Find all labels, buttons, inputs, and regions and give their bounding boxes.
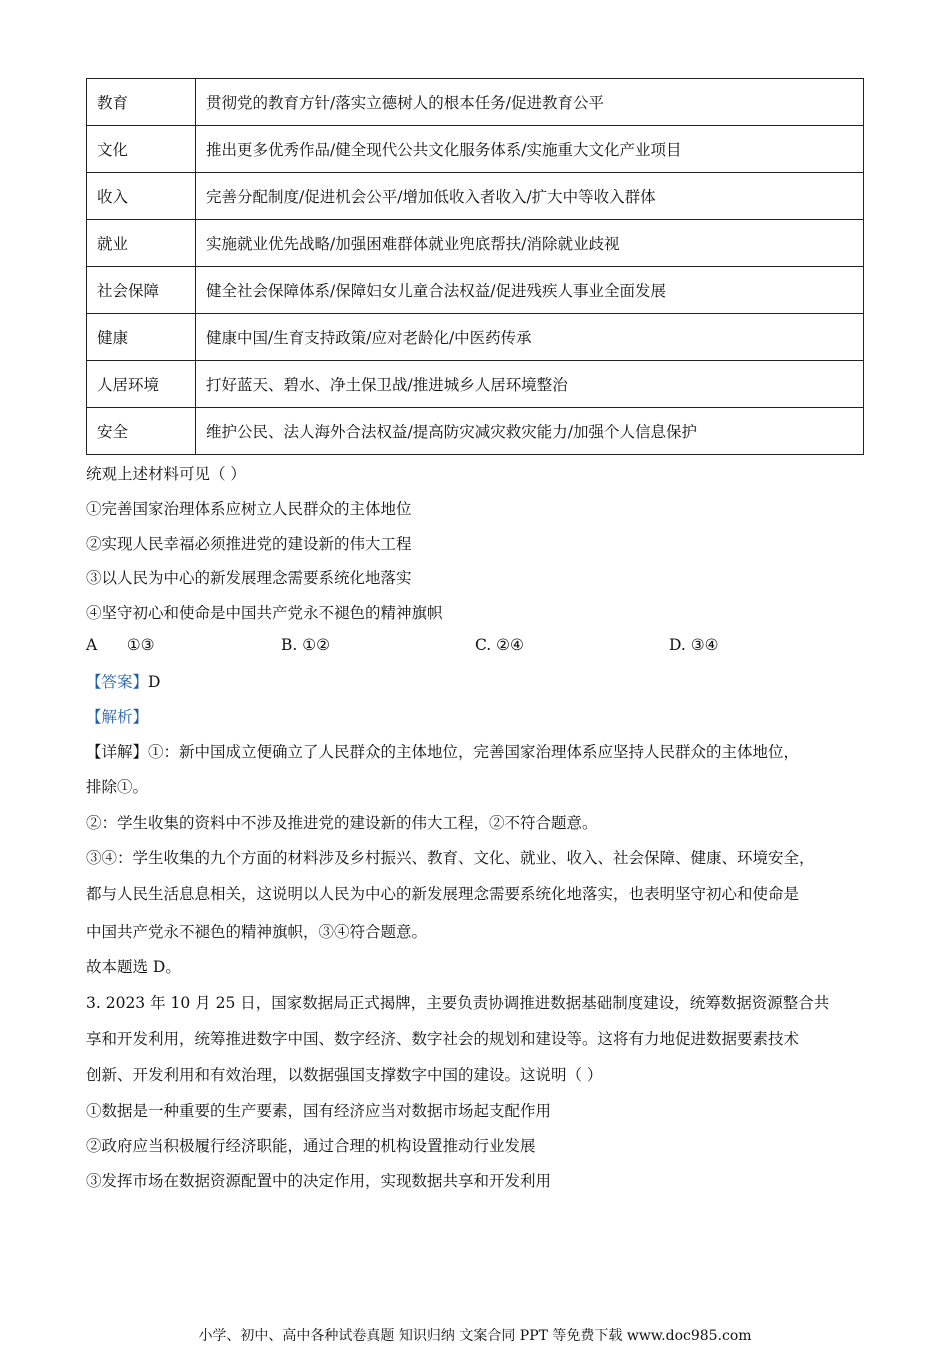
option-b: B. ①② — [281, 636, 331, 654]
table-cell-category: 安全 — [87, 408, 196, 455]
detail-text: ③④：学生收集的九个方面的材料涉及乡村振兴、教育、文化、就业、收入、社会保障、健康、环境安全， — [86, 849, 815, 867]
q2-statement: ②实现人民幸福必须推进党的建设新的伟大工程 — [86, 535, 412, 553]
conclusion-text: 故本题选 D。 — [86, 958, 181, 976]
q3-statement: ③发挥市场在数据资源配置中的决定作用，实现数据共享和开发利用 — [86, 1172, 552, 1190]
detail-text: 排除①。 — [86, 778, 149, 796]
q2-statement: ③以人民为中心的新发展理念需要系统化地落实 — [86, 569, 412, 587]
table-row — [87, 126, 864, 173]
option-a: A ①③ — [86, 636, 155, 654]
q2-stem: 统观上述材料可见（ ） — [86, 465, 246, 483]
table-cell-category: 收入 — [87, 173, 196, 220]
table-cell-content: 实施就业优先战略/加强困难群体就业兜底帮扶/消除就业歧视 — [196, 220, 864, 267]
table-cell-content: 维护公民、法人海外合法权益/提高防灾减灾救灾能力/加强个人信息保护 — [196, 408, 864, 455]
table-cell-category: 就业 — [87, 220, 196, 267]
table-row — [87, 361, 864, 408]
livelihood-table — [86, 78, 864, 455]
detail-label: 【详解】 — [86, 743, 149, 761]
q2-statement: ④坚守初心和使命是中国共产党永不褪色的精神旗帜 — [86, 604, 443, 622]
table-cell-category: 健康 — [87, 314, 196, 361]
table-row — [87, 79, 864, 126]
analysis-line — [86, 707, 866, 727]
answer-label: 【答案】 — [86, 673, 149, 691]
table-cell-content: 完善分配制度/促进机会公平/增加低收入者收入/扩大中等收入群体 — [196, 173, 864, 220]
table-cell-category: 人居环境 — [87, 361, 196, 408]
q3-statement: ②政府应当积极履行经济职能，通过合理的机构设置推动行业发展 — [86, 1137, 536, 1155]
q2-options — [86, 636, 866, 658]
detail-line — [86, 742, 866, 762]
table-cell-content: 推出更多优秀作品/健全现代公共文化服务体系/实施重大文化产业项目 — [196, 126, 864, 173]
table-row — [87, 408, 864, 455]
q2-statement: ①完善国家治理体系应树立人民群众的主体地位 — [86, 500, 412, 518]
q3-stem: 享和开发利用，统筹推进数字中国、数字经济、数字社会的规划和建设等。这将有力地促进数据要素技术 — [86, 1030, 800, 1048]
table-cell-category: 教育 — [87, 79, 196, 126]
q3-stem: 创新、开发利用和有效治理，以数据强国支撑数字中国的建设。这说明（ ） — [86, 1066, 603, 1084]
option-c: C. ②④ — [475, 636, 524, 654]
analysis-label: 【解析】 — [86, 708, 149, 726]
detail-text: ②：学生收集的资料中不涉及推进党的建设新的伟大工程，②不符合题意。 — [86, 814, 598, 832]
table-cell-category: 文化 — [87, 126, 196, 173]
page-footer: 小学、初中、高中各种试卷真题 知识归纳 文案合同 PPT 等免费下载 www.doc985.com — [198, 1328, 752, 1344]
q3-statement: ①数据是一种重要的生产要素，国有经济应当对数据市场起支配作用 — [86, 1102, 552, 1120]
option-d: D. ③④ — [669, 636, 719, 654]
table-row — [87, 220, 864, 267]
table-cell-content: 打好蓝天、碧水、净土保卫战/推进城乡人居环境整治 — [196, 361, 864, 408]
table-row — [87, 173, 864, 220]
q3-stem: 3. 2023 年 10 月 25 日，国家数据局正式揭牌，主要负责协调推进数据基础制度建设，统筹数据资源整合共 — [86, 994, 830, 1012]
detail-text: 中国共产党永不褪色的精神旗帜，③④符合题意。 — [86, 923, 428, 941]
table-cell-content: 贯彻党的教育方针/落实立德树人的根本任务/促进教育公平 — [196, 79, 864, 126]
table-cell-content: 健全社会保障体系/保障妇女儿童合法权益/促进残疾人事业全面发展 — [196, 267, 864, 314]
table-row — [87, 267, 864, 314]
table-row — [87, 314, 864, 361]
answer-value: D — [148, 673, 161, 691]
table-cell-category: 社会保障 — [87, 267, 196, 314]
table-cell-content: 健康中国/生育支持政策/应对老龄化/中医药传承 — [196, 314, 864, 361]
detail-text: ①：新中国成立便确立了人民群众的主体地位，完善国家治理体系应坚持人民群众的主体地位， — [148, 743, 800, 761]
answer-line — [86, 672, 866, 692]
detail-text: 都与人民生活息息相关，这说明以人民为中心的新发展理念需要系统化地落实，也表明坚守初心和使命是 — [86, 885, 800, 903]
